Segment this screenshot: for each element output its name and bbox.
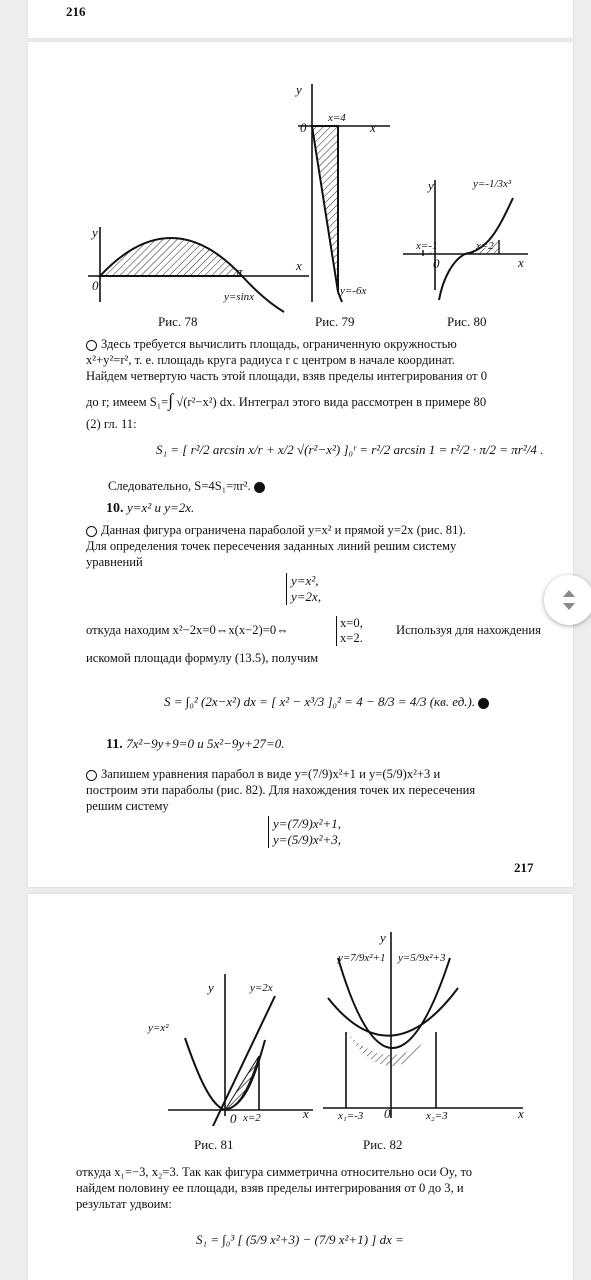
text-line: Найдем четвертую часть этой площади, взяв пределы интегрирования от 0 xyxy=(86,369,488,383)
paragraph-symmetry xyxy=(76,1164,551,1212)
fig80-origin: 0 xyxy=(433,256,440,271)
fig80-caption: Рис. 80 xyxy=(447,314,487,329)
text-line: решим систему xyxy=(86,799,169,813)
exercise-10 xyxy=(106,500,194,517)
end-bullet-icon xyxy=(254,482,265,493)
end-bullet-icon xyxy=(478,698,489,709)
system-eq: y=2x, xyxy=(291,589,322,604)
fig82-origin: 0 xyxy=(384,1106,391,1121)
circle-icon xyxy=(86,340,97,351)
circle-icon xyxy=(86,770,97,781)
fig81-y-label: y xyxy=(208,980,214,995)
formula-s1-half: S₁ = ∫₀³ [ (5/9 x²+3) − (7/9 x²+1) ] dx = xyxy=(196,1232,404,1247)
fig79-origin: 0 xyxy=(300,120,307,135)
fig79-y-label: y xyxy=(296,82,302,97)
text-line: Здесь требуется вычислить площадь, ограниченную окружностью xyxy=(101,337,457,351)
paragraph-solve xyxy=(86,616,566,666)
fig78-x-label: x xyxy=(296,258,302,273)
solutions xyxy=(336,616,363,646)
fig80-x-label: x xyxy=(518,255,524,270)
system-eq: y=(7/9)x²+1, xyxy=(273,816,342,831)
text-line: искомой площади формулу (13.5), получим xyxy=(86,651,319,665)
fig82-y-label: y xyxy=(380,930,386,945)
exercise-number: 10. xyxy=(106,501,124,516)
text-line: уравнений xyxy=(86,555,143,569)
fig78-caption: Рис. 78 xyxy=(158,314,198,329)
fig79-caption: Рис. 79 xyxy=(315,314,355,329)
fig79-curve-label: y=-6x xyxy=(340,285,367,297)
conclusion-text: Следовательно, S=4S₁=πr². xyxy=(108,479,251,493)
text-line: построим эти параболы (рис. 82). Для нахождения точек их пересечения xyxy=(86,783,476,797)
page-number: 217 xyxy=(514,860,534,875)
paragraph-ex11 xyxy=(86,766,561,814)
text-line: Данная фигура ограничена параболой y=x² и прямой y=2x (рис. 81). xyxy=(101,523,466,537)
paragraph-ex10 xyxy=(86,522,541,570)
fig82-x-label: x xyxy=(518,1106,524,1121)
text-line: откуда находим x²−2x=0⇔x(x−2)=0⇔ xyxy=(86,623,289,637)
text-line: (2) гл. 11: xyxy=(86,417,137,431)
fig80-curve-label: y=-1/3x³ xyxy=(473,178,512,190)
figure-81 xyxy=(143,966,318,1126)
fig81-origin: 0 xyxy=(230,1111,237,1126)
fig80-y-label: y xyxy=(428,178,434,193)
text-line: x²+y²=r², т. е. площадь круга радиуса r с центром в начале координат. xyxy=(86,353,455,367)
solution: x=0, xyxy=(340,616,363,630)
system-eq: y=(5/9)x²+3, xyxy=(273,832,342,847)
fig82-lower-label: y=5/9x²+3 xyxy=(398,952,446,964)
circle-icon xyxy=(86,526,97,537)
fig82-right-label: x₂=3 xyxy=(426,1110,448,1122)
exercise-equation: 7x²−9y+9=0 и 5x²−9y+27=0. xyxy=(126,736,285,751)
fig78-origin: 0 xyxy=(92,278,99,293)
fig79-line-label: x=4 xyxy=(328,112,346,124)
fig81-x-label: x xyxy=(303,1106,309,1121)
paragraph-circle-area xyxy=(86,336,541,432)
figure-80 xyxy=(393,170,533,305)
fig82-caption: Рис. 82 xyxy=(363,1137,403,1152)
text-line: до r; имеем S₁= xyxy=(86,395,169,409)
fig78-y-label: y xyxy=(92,225,98,240)
page-218 xyxy=(28,894,573,1280)
figure-78 xyxy=(84,212,316,347)
fig80-left-label: x=-1 xyxy=(416,240,438,252)
formula-s1: S₁ = [ r²/2 arcsin x/r + x/2 √(r²−x²) ]₀ʳ = r²/2 arcsin 1 = r²/2 · π/2 = πr²/4 . xyxy=(156,442,544,457)
solution: x=2. xyxy=(340,631,363,645)
previous-page xyxy=(28,0,573,38)
system-2 xyxy=(268,816,341,848)
text-line: результат удвоим: xyxy=(76,1197,172,1211)
fig80-right-label: x=2 xyxy=(476,240,494,252)
text-line: Используя для нахождения xyxy=(396,623,541,637)
page-number: 216 xyxy=(66,4,86,19)
fig82-upper-label: y=7/9x²+1 xyxy=(338,952,386,964)
system-eq: y=x², xyxy=(291,573,319,588)
fig81-line-label: y=2x xyxy=(250,982,273,994)
fig78-curve-label: y=sinx xyxy=(224,291,255,303)
fig78-pi-label: π xyxy=(236,264,243,279)
text-line: √(r²−x²) dx. Интеграл этого вида рассмотрен в примере 80 xyxy=(176,395,487,409)
conclusion-line xyxy=(108,478,265,494)
formula-text: S = ∫₀² (2x−x²) dx = [ x² − x³/3 ]₀² = 4 − 8/3 = 4/3 (кв. ед.). xyxy=(164,694,476,709)
fig81-bound-label: x=2 xyxy=(243,1112,261,1124)
system-1 xyxy=(286,573,321,605)
fig81-caption: Рис. 81 xyxy=(194,1137,234,1152)
page-217 xyxy=(28,42,573,887)
integral-sign: ∫ xyxy=(168,390,174,410)
fig79-x-label: x xyxy=(370,120,376,135)
text-line: Для определения точек пересечения заданных линий решим систему xyxy=(86,539,457,553)
text-line: найдем половину ее площади, взяв пределы интегрирования от 0 до 3, и xyxy=(76,1181,464,1195)
fig82-left-label: x₁=-3 xyxy=(338,1110,364,1122)
scroll-arrows-icon xyxy=(544,575,591,625)
fig81-parabola-label: y=x² xyxy=(148,1022,169,1034)
text-line: Запишем уравнения парабол в виде y=(7/9)x²+1 и y=(5/9)x²+3 и xyxy=(101,767,441,781)
text-line: откуда x₁=−3, x₂=3. Так как фигура симметрична относительно оси Oy, то xyxy=(76,1165,473,1179)
exercise-11 xyxy=(106,736,285,753)
scroll-handle[interactable] xyxy=(544,575,591,625)
exercise-equation: y=x² и y=2x. xyxy=(127,500,195,515)
formula-s xyxy=(164,694,489,710)
exercise-number: 11. xyxy=(106,737,123,752)
